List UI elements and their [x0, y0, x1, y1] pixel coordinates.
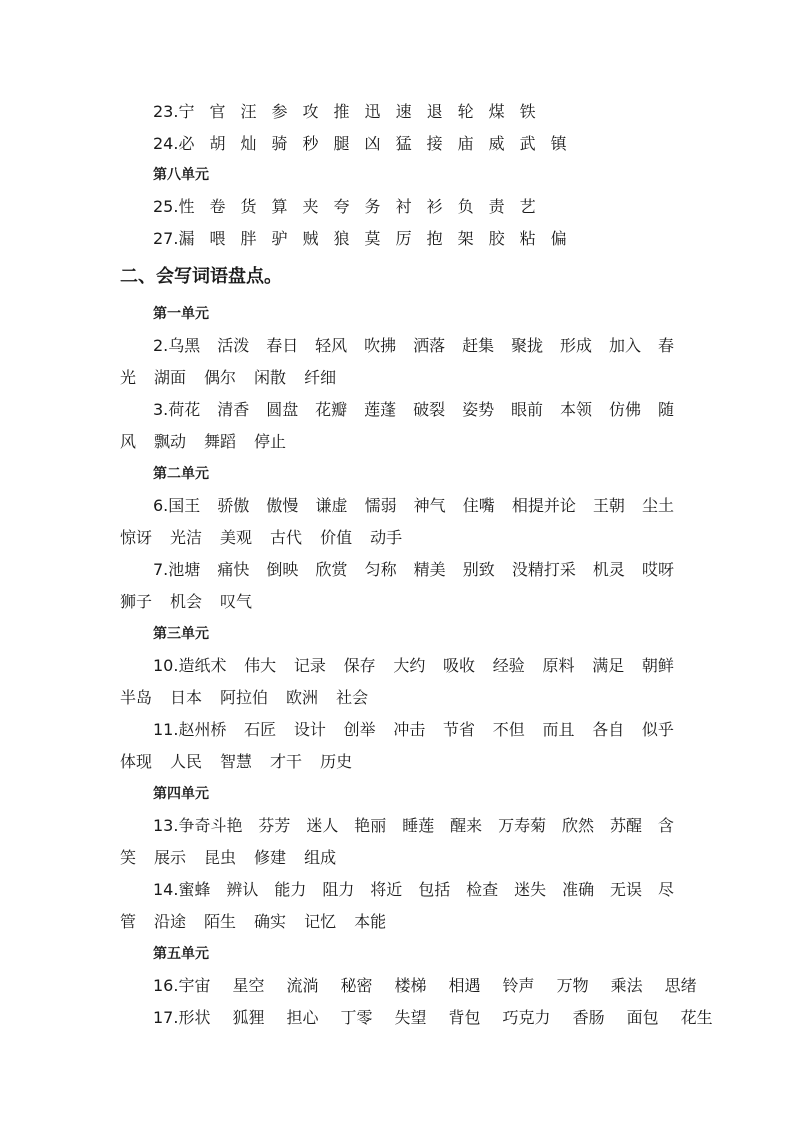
- character: 退: [426, 102, 443, 121]
- word: 阿拉伯: [220, 688, 269, 707]
- word: 宇宙: [178, 976, 211, 995]
- word: 神气: [413, 496, 446, 515]
- character: 衫: [426, 197, 443, 216]
- word: 欣然: [562, 816, 595, 835]
- word: 湖面: [154, 368, 187, 387]
- word: 停止: [254, 432, 287, 451]
- character: 铁: [519, 102, 536, 121]
- character: 责: [488, 197, 505, 216]
- word: 秘密: [340, 976, 373, 995]
- character: 骑: [271, 134, 288, 153]
- word-line: [153, 719, 674, 741]
- word: 谦虚: [315, 496, 348, 515]
- character: 偏: [550, 229, 567, 248]
- word: 破裂: [413, 400, 446, 419]
- word: 争奇斗艳: [178, 816, 243, 835]
- character-line: [153, 133, 582, 155]
- item-number: 17.: [153, 1008, 179, 1027]
- word: 欧洲: [286, 688, 319, 707]
- word: 星空: [232, 976, 265, 995]
- character: 凶: [364, 134, 381, 153]
- item-number: 23.: [153, 102, 179, 121]
- word: 造纸术: [178, 656, 227, 675]
- word: 背包: [448, 1008, 481, 1027]
- character: 武: [519, 134, 536, 153]
- word: 含: [657, 816, 674, 835]
- word: 睡莲: [402, 816, 435, 835]
- word: 历史: [320, 752, 353, 771]
- word: 确实: [254, 912, 287, 931]
- word: [153, 1007, 210, 1029]
- word: 莲蓬: [364, 400, 397, 419]
- word: 偶尔: [204, 368, 237, 387]
- word: 伟大: [244, 656, 277, 675]
- unit-heading: 第四单元: [153, 786, 209, 802]
- item-number: 24.: [153, 134, 179, 153]
- character: 算: [271, 197, 288, 216]
- word: 相遇: [448, 976, 481, 995]
- character: 轮: [457, 102, 474, 121]
- word: 叹气: [220, 592, 253, 611]
- character: 胖: [240, 229, 257, 248]
- word: 各自: [592, 720, 625, 739]
- word: 欣赏: [315, 560, 348, 579]
- word: 展示: [154, 848, 187, 867]
- character: 衬: [395, 197, 412, 216]
- word: 万寿菊: [498, 816, 547, 835]
- word: 活泼: [217, 336, 250, 355]
- word: 芬芳: [258, 816, 291, 835]
- word: 加入: [608, 336, 641, 355]
- word: 修建: [254, 848, 287, 867]
- character: 接: [426, 134, 443, 153]
- word: 没精打采: [511, 560, 576, 579]
- character: 狼: [333, 229, 350, 248]
- word-line: [153, 655, 674, 677]
- character: 夹: [302, 197, 319, 216]
- word: 本能: [354, 912, 387, 931]
- word: [153, 399, 200, 421]
- word: 痛快: [217, 560, 250, 579]
- word: 赵州桥: [178, 720, 227, 739]
- word: 机会: [170, 592, 203, 611]
- word: 大约: [393, 656, 426, 675]
- character: 镇: [550, 134, 567, 153]
- word: 光: [120, 368, 137, 387]
- word: 清香: [217, 400, 250, 419]
- word: 体现: [120, 752, 153, 771]
- word: 丁零: [340, 1008, 373, 1027]
- word: 精美: [413, 560, 446, 579]
- unit-heading: 第三单元: [153, 626, 209, 642]
- word: 陌生: [204, 912, 237, 931]
- word: 日本: [170, 688, 203, 707]
- word: 醒来: [450, 816, 483, 835]
- word: 巧克力: [502, 1008, 551, 1027]
- word-line: [153, 335, 674, 357]
- word: 仿佛: [608, 400, 641, 419]
- unit-heading: 第五单元: [153, 946, 209, 962]
- word: 迷人: [306, 816, 339, 835]
- word: 花生: [680, 1008, 713, 1027]
- word-line: [153, 879, 674, 901]
- character: 猛: [395, 134, 412, 153]
- word: 辨认: [226, 880, 259, 899]
- word: 眼前: [511, 400, 544, 419]
- word: 尘土: [641, 496, 674, 515]
- word: 记忆: [304, 912, 337, 931]
- word: 住嘴: [462, 496, 495, 515]
- word: 迷失: [514, 880, 547, 899]
- character: 胡: [209, 134, 226, 153]
- word: 狐狸: [232, 1008, 265, 1027]
- word-line: [153, 815, 674, 837]
- word-line: [153, 495, 674, 517]
- word: 古代: [270, 528, 303, 547]
- word: 洒落: [413, 336, 446, 355]
- character: 腿: [333, 134, 350, 153]
- word: 动手: [370, 528, 403, 547]
- item-number: 2.: [153, 336, 169, 355]
- word: [153, 495, 200, 517]
- word-line: [153, 399, 674, 421]
- word: 原料: [542, 656, 575, 675]
- item-number: 27.: [153, 229, 179, 248]
- word: 形状: [178, 1008, 211, 1027]
- word: 笑: [120, 848, 137, 867]
- word: 春: [657, 336, 674, 355]
- word: 半岛: [120, 688, 153, 707]
- word-line-continued: [120, 527, 420, 549]
- character: 威: [488, 134, 505, 153]
- word: 哎呀: [641, 560, 674, 579]
- word: 担心: [286, 1008, 319, 1027]
- word: 社会: [336, 688, 369, 707]
- word: 组成: [304, 848, 337, 867]
- character: 贼: [302, 229, 319, 248]
- character: 驴: [271, 229, 288, 248]
- word: 将近: [370, 880, 403, 899]
- word: 骄傲: [217, 496, 250, 515]
- section-title: 二、会写词语盘点。: [120, 266, 282, 287]
- character: 莫: [364, 229, 381, 248]
- character: 参: [271, 102, 288, 121]
- word: 乌黑: [168, 336, 201, 355]
- word: 记录: [293, 656, 326, 675]
- word: 而且: [542, 720, 575, 739]
- word: 朝鲜: [641, 656, 674, 675]
- word: 赶集: [462, 336, 495, 355]
- word: 蜜蜂: [178, 880, 211, 899]
- word: [153, 815, 242, 837]
- word: [153, 719, 226, 741]
- word: 闲散: [254, 368, 287, 387]
- word: 创举: [343, 720, 376, 739]
- word: 形成: [560, 336, 593, 355]
- word: 包括: [418, 880, 451, 899]
- word: 圆盘: [266, 400, 299, 419]
- word-line-continued: [120, 687, 386, 709]
- word: 尽: [657, 880, 674, 899]
- word: 飘动: [154, 432, 187, 451]
- item-number: 10.: [153, 656, 179, 675]
- word: 才干: [270, 752, 303, 771]
- word: 香肠: [572, 1008, 605, 1027]
- character: 推: [333, 102, 350, 121]
- word: 轻风: [315, 336, 348, 355]
- item-number: 6.: [153, 496, 169, 515]
- word-line-continued: [120, 431, 304, 453]
- word-line-continued: [120, 847, 354, 869]
- word-line: [153, 1007, 713, 1029]
- word: 王朝: [592, 496, 625, 515]
- word: 国王: [168, 496, 201, 515]
- word-line: [153, 559, 674, 581]
- character: 汪: [240, 102, 257, 121]
- word: [153, 559, 200, 581]
- word: [153, 335, 200, 357]
- word: [153, 655, 226, 677]
- item-number: 3.: [153, 400, 169, 419]
- word: 池塘: [168, 560, 201, 579]
- character-line: [153, 101, 551, 123]
- word: 不但: [492, 720, 525, 739]
- character: 务: [364, 197, 381, 216]
- word: 惊讶: [120, 528, 153, 547]
- item-number: 11.: [153, 720, 179, 739]
- character: 夸: [333, 197, 350, 216]
- word: 似乎: [641, 720, 674, 739]
- item-number: 13.: [153, 816, 179, 835]
- word: 傲慢: [266, 496, 299, 515]
- character: 抱: [426, 229, 443, 248]
- word: 设计: [293, 720, 326, 739]
- word: 美观: [220, 528, 253, 547]
- word: 准确: [562, 880, 595, 899]
- word-line-continued: [120, 367, 354, 389]
- word: [153, 975, 210, 997]
- character: 秒: [302, 134, 319, 153]
- character: 攻: [302, 102, 319, 121]
- word: 乘法: [610, 976, 643, 995]
- item-number: 16.: [153, 976, 179, 995]
- word: 管: [120, 912, 137, 931]
- character: 厉: [395, 229, 412, 248]
- word: 昆虫: [204, 848, 237, 867]
- word: 万物: [556, 976, 589, 995]
- word-line-continued: [120, 751, 370, 773]
- word: 流淌: [286, 976, 319, 995]
- word: 楼梯: [394, 976, 427, 995]
- character-line: [153, 196, 551, 218]
- word: 荷花: [168, 400, 201, 419]
- word: 人民: [170, 752, 203, 771]
- word: 面包: [626, 1008, 659, 1027]
- word: 智慧: [220, 752, 253, 771]
- word: 冲击: [393, 720, 426, 739]
- word: 经验: [492, 656, 525, 675]
- character: 胶: [488, 229, 505, 248]
- word: 机灵: [592, 560, 625, 579]
- word: 能力: [274, 880, 307, 899]
- word: 别致: [462, 560, 495, 579]
- unit-heading: 第一单元: [153, 306, 209, 322]
- word: 吹拂: [364, 336, 397, 355]
- character: 速: [395, 102, 412, 121]
- character: 性: [178, 197, 195, 216]
- word: 光洁: [170, 528, 203, 547]
- word: 聚拢: [511, 336, 544, 355]
- word: 懦弱: [364, 496, 397, 515]
- word: 失望: [394, 1008, 427, 1027]
- word: 吸收: [443, 656, 476, 675]
- word-line-continued: [120, 911, 404, 933]
- word: 相提并论: [511, 496, 576, 515]
- character: 灿: [240, 134, 257, 153]
- character: 负: [457, 197, 474, 216]
- word: 舞蹈: [204, 432, 237, 451]
- character-line: [153, 228, 582, 250]
- character: 漏: [178, 229, 195, 248]
- character: 迅: [364, 102, 381, 121]
- word: 花瓣: [315, 400, 348, 419]
- word: 阻力: [322, 880, 355, 899]
- word: 随: [657, 400, 674, 419]
- word: 铃声: [502, 976, 535, 995]
- character: 货: [240, 197, 257, 216]
- character: 庙: [457, 134, 474, 153]
- word: 姿势: [462, 400, 495, 419]
- word: 苏醒: [609, 816, 642, 835]
- character: 架: [457, 229, 474, 248]
- character: 粘: [519, 229, 536, 248]
- word: 沿途: [154, 912, 187, 931]
- word-line: [153, 975, 697, 997]
- word: 保存: [343, 656, 376, 675]
- word: 艳丽: [354, 816, 387, 835]
- item-number: 14.: [153, 880, 179, 899]
- item-number: 7.: [153, 560, 169, 579]
- word: 检查: [466, 880, 499, 899]
- word: 石匠: [244, 720, 277, 739]
- word: 价值: [320, 528, 353, 547]
- word-line-continued: [120, 591, 270, 613]
- word: 思绪: [664, 976, 697, 995]
- unit-heading: 第二单元: [153, 466, 209, 482]
- word: 春日: [266, 336, 299, 355]
- character: 官: [209, 102, 226, 121]
- word: 纤细: [304, 368, 337, 387]
- character: 喂: [209, 229, 226, 248]
- item-number: 25.: [153, 197, 179, 216]
- word: 风: [120, 432, 137, 451]
- word: 匀称: [364, 560, 397, 579]
- word: [153, 879, 210, 901]
- word: 无误: [610, 880, 643, 899]
- word: 节省: [443, 720, 476, 739]
- character: 煤: [488, 102, 505, 121]
- word: 满足: [592, 656, 625, 675]
- character: 艺: [519, 197, 536, 216]
- character: 卷: [209, 197, 226, 216]
- word: 本领: [560, 400, 593, 419]
- word: 狮子: [120, 592, 153, 611]
- character: 宁: [178, 102, 195, 121]
- character: 必: [178, 134, 195, 153]
- unit-heading: 第八单元: [153, 167, 209, 183]
- word: 倒映: [266, 560, 299, 579]
